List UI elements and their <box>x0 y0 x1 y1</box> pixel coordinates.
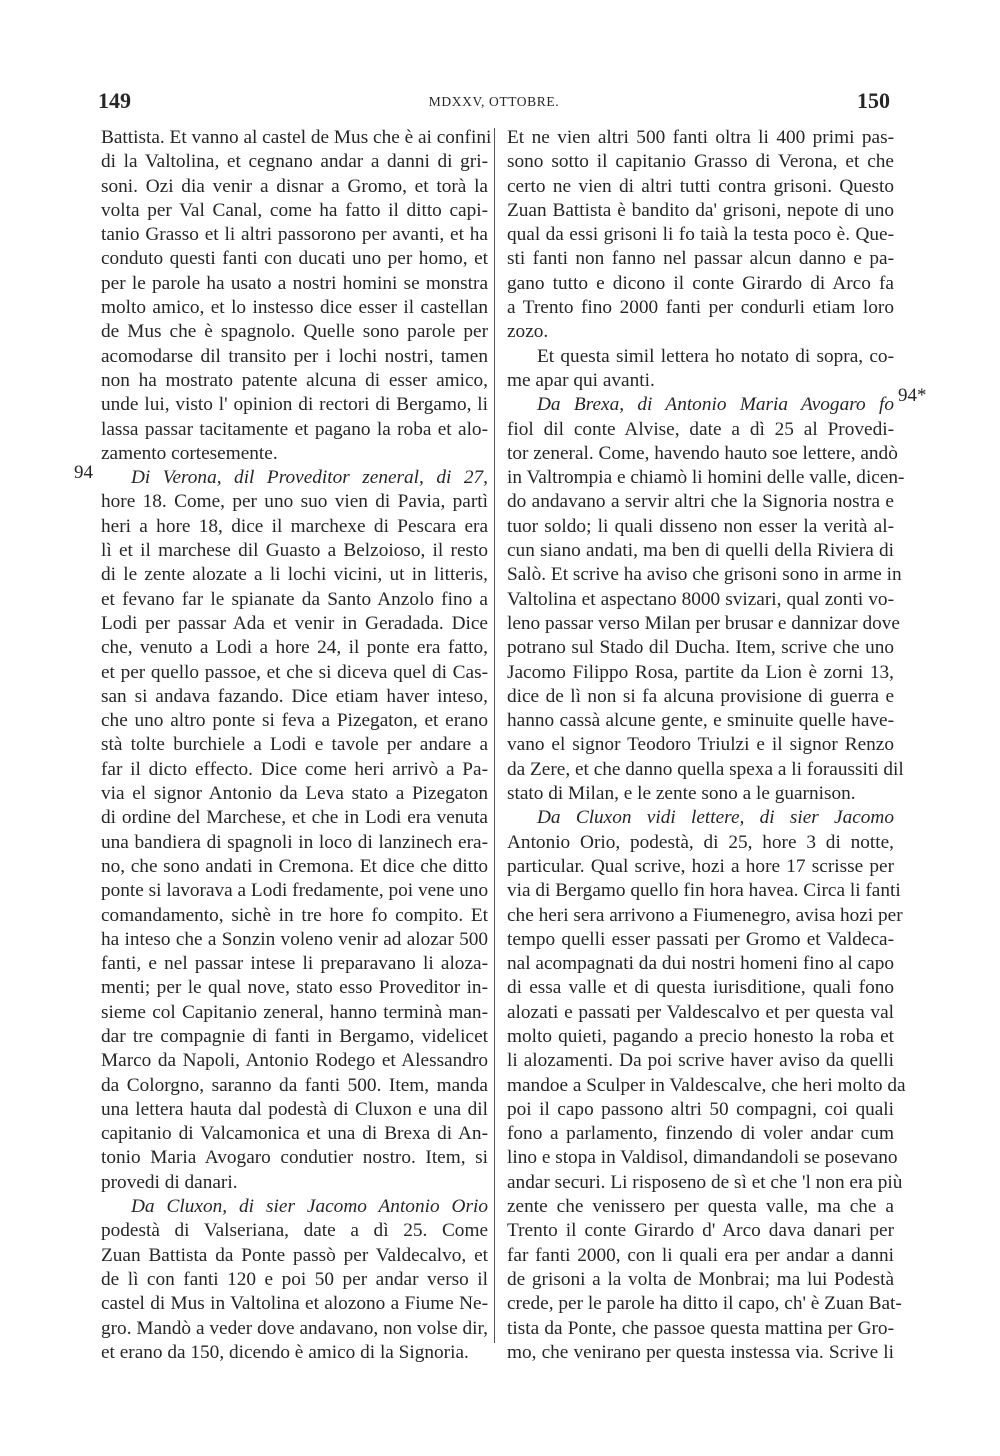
text-line: molto quieti, pagando a precio honesto la roba et <box>507 1025 894 1047</box>
text-line: fono a parlamento, finzendo di voler andar cum <box>507 1123 894 1145</box>
text-line: una lettera hauta dal podestà di Cluxon e una dil <box>101 1098 488 1120</box>
text-line: Valtolina et aspectano 8000 svizari, qual zonti vo- <box>507 588 894 610</box>
text-line: comandamento, sichè in tre hore fo compito. Et <box>101 904 488 926</box>
left-page-number: 149 <box>98 88 131 113</box>
text-line: Zuan Battista è bandito da' grisoni, nepote di uno <box>507 199 894 221</box>
text-line: tista da Ponte, che passoe questa mattina per Gro- <box>507 1317 894 1339</box>
text-line: sono sotto il capitanio Grasso di Verona, et che <box>507 151 894 173</box>
text-line: molto amico, et lo instesso dice esser il castellan <box>101 297 488 319</box>
text-line: do andavano a servir altri che la Signoria nostra e <box>507 491 894 513</box>
text-line: acomodarse dil transito per i lochi nostri, tamen <box>101 345 488 367</box>
text-line: de Mus che è spagnolo. Quelle sono parole per <box>101 321 488 343</box>
text-line: li alozamenti. Da poi scrive haver aviso da quelli <box>507 1050 894 1072</box>
text-line: da Colorgno, saranno da fanti 500. Item, manda <box>101 1074 488 1096</box>
text-line: Marco da Napoli, Antonio Rodego et Alessandro <box>101 1050 488 1072</box>
text-line: de lì con fanti 120 e poi 50 per andar verso il <box>101 1268 488 1290</box>
text-line: di la Valtolina, et cegnano andar a danni di gri- <box>101 151 488 173</box>
text-line: castel di Mus in Valtolina et alozono a Fiume Ne- <box>101 1293 488 1315</box>
text-line: non ha mostrato patente alcuna di esser amico, <box>101 369 488 391</box>
text-line: far il dicto effecto. Dice come heri arrivò a Pa- <box>101 758 488 780</box>
text-line: zamento cortesemente. <box>101 442 278 464</box>
text-line: lassa passar tacitamente et pagano la roba et alo- <box>101 418 488 440</box>
text-line: hore 18. Come, per uno suo vien di Pavia, partì <box>101 491 488 513</box>
column-divider <box>494 128 495 1343</box>
text-line: heri a hore 18, dice il marchexe di Pescara era <box>101 515 488 537</box>
text-line: no, che sono andati in Cremona. Et dice che ditto <box>101 855 488 877</box>
text-line: che heri sera arrivono a Fiumenegro, avisa hozi per <box>507 904 903 926</box>
text-line: da Zere, et che danno quella spexa a li foraussiti dil <box>507 758 904 780</box>
text-line: nal acompagnati da dui nostri homeni fino al capo <box>507 953 894 975</box>
text-line: zente che venissero per questa valle, ma che a <box>507 1196 894 1218</box>
text-line: Di Verona, dil Proveditor zeneral, di 27, <box>131 467 488 489</box>
text-line: sieme col Capitanio zeneral, hanno terminà man- <box>101 1001 488 1023</box>
text-line: che, venuto a Lodi a hore 24, il ponte era fatto, <box>101 637 488 659</box>
text-line: de grisoni a la volta de Monbrai; ma lui Podestà <box>507 1268 894 1290</box>
text-line: Antonio Orio, podestà, di 25, hore 3 di notte, <box>507 831 894 853</box>
text-line: stà tolte burchiele a Lodi e tavole per andare a <box>101 734 488 756</box>
text-line: Da Cluxon vidi lettere, di sier Jacomo <box>537 807 894 829</box>
text-line: Lodi per passar Ada et venir in Geradada. Dice <box>101 612 488 634</box>
text-line: menti; per le qual nove, stato esso Proveditor in- <box>101 977 488 999</box>
text-line: fiol dil conte Alvise, date a dì 25 al Provedi- <box>507 418 894 440</box>
text-line: tuor soldo; li quali disseno non esser la verità al- <box>507 515 894 537</box>
text-line: via el signor Antonio da Leva stato a Pizegaton <box>101 783 488 805</box>
text-line: una bandiera di spagnoli in loco di lanzinech era- <box>101 831 488 853</box>
text-line: far fanti 2000, con li quali era per andar a danni <box>507 1244 894 1266</box>
text-line: in Valtrompia e chiamò li homini delle valle, dicen- <box>507 467 905 489</box>
text-line: Battista. Et vanno al castel de Mus che è ai confini <box>101 127 492 148</box>
page-header <box>98 88 890 120</box>
text-line: dice de lì non si fa alcuna provisione di guerra e <box>507 685 894 707</box>
text-line: provedi di danari. <box>101 1171 238 1193</box>
text-line: di ordine del Marchese, et che in Lodi era venuta <box>101 807 488 829</box>
text-line: tanio Grasso et li altri passorono per avanti, et ha <box>101 224 488 246</box>
left-margin-note: 94 <box>74 462 93 483</box>
right-page-number: 150 <box>857 88 890 113</box>
right-margin-note: 94* <box>898 385 927 406</box>
text-line: di essa valle et di questa iurisditione, quali fono <box>507 977 894 999</box>
text-line: sti fanti non fanno nel passar alcun danno e pa- <box>507 248 894 270</box>
text-line: dar tre compagnie di fanti in Bergamo, videlicet <box>101 1025 488 1047</box>
text-line: et fevano far le spianate da Santo Anzolo fino a <box>101 588 488 610</box>
text-line: capitanio di Valcamonica et una di Brexa di An- <box>101 1123 488 1145</box>
text-line: Et questa simil lettera ho notato di sopra, co- <box>537 345 894 367</box>
text-line: qual da essi grisoni li fo taià la testa poco è. Que- <box>507 224 894 246</box>
text-line: ha inteso che a Sonzin voleno venir ad alozar 500 <box>101 928 488 950</box>
text-line: tempo quelli esser passati per Gromo et Valdeca- <box>507 928 894 950</box>
text-line: alozati e passati per Valdescalvo et per questa val <box>507 1001 894 1023</box>
text-line: crede, per le parole ha ditto il capo, ch' è Zuan Bat- <box>507 1293 902 1315</box>
text-line: Da Cluxon, di sier Jacomo Antonio Orio <box>131 1196 488 1218</box>
text-line: gro. Mandò a veder dove andavano, non volse dir, <box>101 1317 488 1339</box>
text-line: poi il capo passono altri 50 compagni, coi quali <box>507 1098 894 1120</box>
text-line: Trento il conte Girardo d' Arco dava danari per <box>507 1220 894 1242</box>
text-line: cun siano andati, ma ben di quelli della Riviera di <box>507 540 894 562</box>
text-line: fanti, e nel passar intese li preparavano li aloza- <box>101 953 488 975</box>
text-line: tor zeneral. Come, havendo hauto soe lettere, andò <box>507 442 898 464</box>
text-line: lì et il marchese dil Guasto a Belzoioso, il resto <box>101 540 488 562</box>
text-line: conduto questi fanti con ducati uno per homo, et <box>101 248 488 270</box>
text-line: andar securi. Li risposeno de sì et che 'l non era più <box>507 1171 903 1193</box>
text-line: me apar qui avanti. <box>507 369 655 391</box>
text-line: stato di Milan, e le zente sono a le guarnison. <box>507 783 856 805</box>
text-line: soni. Ozi dia venir a disnar a Gromo, et torà la <box>101 175 488 197</box>
text-line: Jacomo Filippo Rosa, partite da Lion è zorni 13, <box>507 661 894 683</box>
left-text-column <box>101 126 492 1365</box>
text-line: leno passar verso Milan per brusar e dannizar dove <box>507 612 900 634</box>
text-line: Da Brexa, di Antonio Maria Avogaro fo <box>537 394 894 416</box>
text-line: volta per Val Canal, come ha fatto il ditto capi- <box>101 199 488 221</box>
text-line: et erano da 150, dicendo è amico di la Signoria. <box>101 1341 469 1363</box>
text-line: certo ne vien di altri tutti contra grisoni. Questo <box>507 175 894 197</box>
text-line: mandoe a Sculper in Valdescalve, che heri molto da <box>507 1074 906 1096</box>
text-line: vano el signor Teodoro Triulzi e il signor Renzo <box>507 734 894 756</box>
text-line: particular. Qual scrive, hozi a hore 17 scrisse per <box>507 855 894 877</box>
text-line: per le parole ha usato a nostri homini se monstra <box>101 272 488 294</box>
text-line: potrano sul Stado dil Ducha. Item, scrive che uno <box>507 637 894 659</box>
text-line: mo, che venirano per questa instessa via. Scrive li <box>507 1341 894 1363</box>
text-line: et per quello passoe, et che si diceva quel di Cas- <box>101 661 488 683</box>
text-line: via di Bergamo quello fin hora havea. Circa li fanti <box>507 880 901 902</box>
text-line: a Trento fino 2000 fanti per condurli etiam loro <box>507 297 894 319</box>
running-title: MDXXV, OTTOBRE. <box>428 94 560 109</box>
text-line: Et ne vien altri 500 fanti oltra li 400 primi pas- <box>507 127 894 148</box>
text-line: gano tutto e dicono il conte Girardo di Arco fa <box>507 272 894 294</box>
text-line: Zuan Battista da Ponte passò per Valdecalvo, et <box>101 1244 488 1266</box>
text-line: ponte si lavorava a Lodi fredamente, poi vene uno <box>101 880 489 902</box>
text-line: unde lui, visto l' opinion di rectori di Bergamo, li <box>101 394 488 416</box>
text-line: di le zente alozate a li lochi vicini, ut in litteris, <box>101 564 488 586</box>
text-line: che uno altro ponte si feva a Pizegaton, et erano <box>101 710 488 732</box>
text-line: Salò. Et scrive ha aviso che grisoni sono in arme in <box>507 564 902 586</box>
text-line: zozo. <box>507 321 549 343</box>
text-line: podestà di Valseriana, date a dì 25. Come <box>101 1220 488 1242</box>
text-line: lino e stopa in Valdisol, dimandandoli se posevano <box>507 1147 898 1169</box>
text-line: hanno cassà alcune gente, e sminuite quelle have- <box>507 710 894 732</box>
text-line: san si andava fazando. Dice etiam haver inteso, <box>101 685 488 707</box>
right-text-column <box>507 126 906 1365</box>
text-line: tonio Maria Avogaro condutier nostro. Item, si <box>101 1147 488 1169</box>
